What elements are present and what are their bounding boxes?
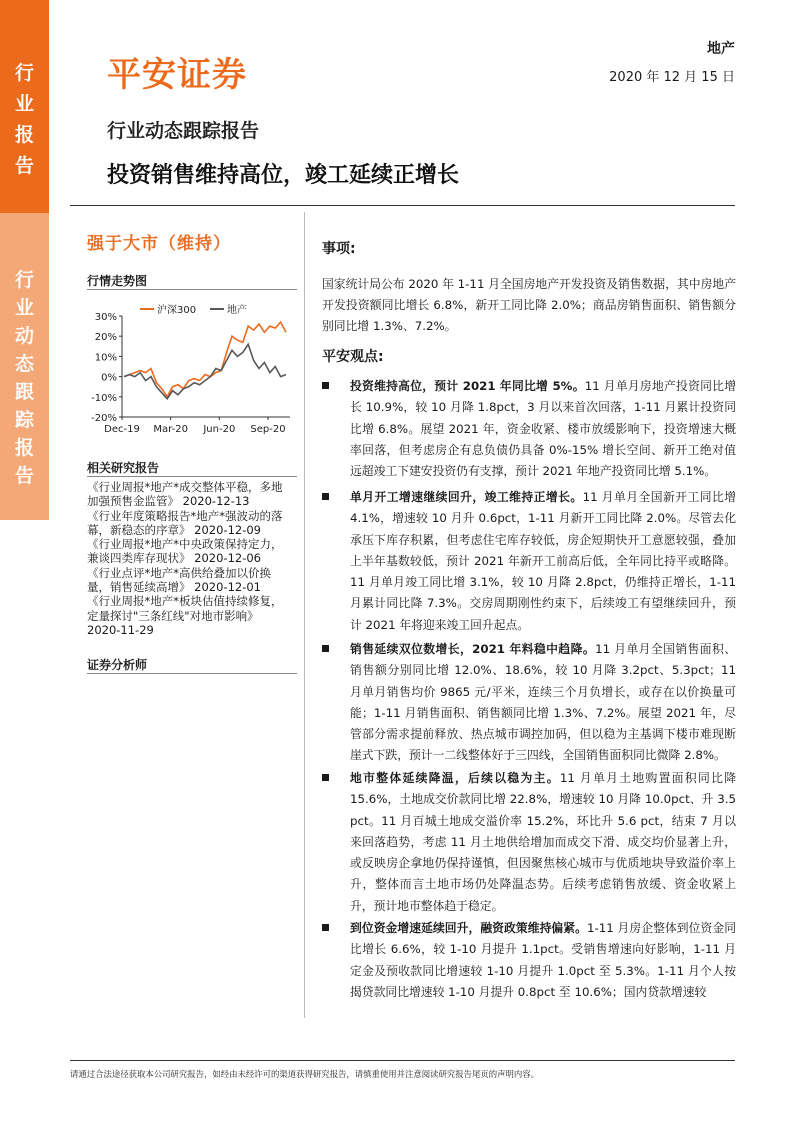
footer-divider (70, 1060, 735, 1061)
related-report-item[interactable]: 《行业点评*地产*高供给叠加以价换量，销售延续高增》 2020-12-01 (87, 565, 271, 595)
bullet-heading: 投资维持高位，预计 2021 年同比增 5%。 (350, 379, 585, 393)
view-bullet (322, 918, 736, 1003)
chart-y-tick-label: -10% (91, 392, 117, 404)
chart-y-tick-label: 0% (101, 372, 117, 384)
analyst-title: 证券分析师 (87, 658, 148, 672)
bullet-body: 11 月单月全国销售面积、销售额分别同比增 12.0%、18.6%，较 10 月降 3.2pct、5.3pct；11 月单月销售均价 9865 元/平米，连续三个月负增长，或存在以价换量可能；1-11 月销售面积、销售额同比增 1.3%、7.2%。展望 2021 年，尽管部分需求提前释放、热点城市调控加码，但以稳为主基调下楼市难现断崖式下跌，预计一二线整体好于三四线，全国销售面积同比微降 2.8%。 (350, 642, 736, 763)
chart-legend-label: 地产 (227, 305, 247, 316)
related-report-item[interactable]: 《行业周报*地产*板块估值持续修复，定量探讨"三条红线"对地市影响》 2020-11-29 (87, 594, 283, 637)
view-bullet (322, 487, 736, 636)
bullet-heading: 销售延续双位数增长，2021 年料稳中趋降。 (350, 642, 596, 656)
bullet-heading: 到位资金增速延续回升，融资政策维持偏紧。 (350, 921, 587, 935)
side-tab-report-type-label: 行 业 报 告 (14, 62, 34, 177)
bullet-body: 1-11 月房企整体到位资金同比增长 6.6%，较 1-10 月提升 1.1pct。受销售增速向好影响，1-11 月定金及预收款同比增速较 1-10 月提升 1.0pct 至 5.3%。1-11 月个人按揭贷款同比增速较 1-10 月提升 0.8pct 至 10.6%；国内贷款增速较 (350, 921, 736, 999)
bullet-square-icon (322, 382, 329, 389)
view-section-title: 平安观点: (322, 349, 384, 365)
trend-chart-title: 行情走势图 (87, 274, 148, 288)
related-reports-title: 相关研究报告 (87, 461, 160, 475)
chart-x-tick-label: Sep-20 (250, 424, 286, 435)
chart-series (124, 322, 286, 399)
sector-label: 地产 (707, 41, 735, 57)
trend-title-underline (87, 289, 297, 290)
chart-legend (140, 303, 247, 316)
side-tab-report-subtype-label: 行 业 动 态 跟 踪 报 告 (14, 269, 34, 487)
related-title-underline (87, 476, 297, 477)
item-section-title: 事项: (322, 241, 356, 257)
chart-legend-label: 沪深300 (157, 305, 197, 316)
chart-y-tick-label: 30% (94, 312, 117, 323)
chart-x-tick-label: Jun-20 (203, 424, 236, 435)
bullet-heading: 单月开工增速继续回升，竣工维持正增长。 (350, 490, 583, 504)
bullet-square-icon (322, 645, 329, 652)
chart-y-tick-label: -20% (91, 413, 117, 424)
view-bullet (322, 768, 736, 917)
bullet-body: 11 月单月土地购置面积同比降 15.6%，土地成交价款同比增 22.8%，增速较 10 月降 10.0pct、升 3.5 pct。11 月百城土地成交溢价率 15.2%，环比升 5.6 pct，结束 7 月以来回落趋势，考虑 11 月土地供给增加而成交下滑、成交均价显著上升，或反映房企拿地仍保持谨慎，但因聚焦核心城市与优质地块导致溢价率上升，整体而言土地市场仍处降温态势。后续考虑销售放缓、资金收紧上升，预计地市整体趋于稳定。 (350, 771, 736, 913)
related-report-item[interactable]: 《行业周报*地产*中央政策保持定力，兼谈四类库存现状》 2020-12-06 (87, 537, 283, 566)
rating-label: 强于大市（维持） (87, 234, 231, 254)
view-bullet (322, 639, 736, 767)
chart-series-line (124, 322, 286, 397)
header-divider (70, 205, 735, 206)
report-type-title: 行业动态跟踪报告 (107, 120, 260, 142)
chart-y-tick-label: 20% (94, 332, 117, 344)
related-report-item[interactable]: 《行业周报*地产*成交整体平稳，多地加强预售金监管》 2020-12-13 (87, 480, 283, 509)
bullet-heading: 地市整体延续降温，后续以稳为主。 (350, 771, 560, 785)
chart-y-tick-label: 10% (94, 352, 117, 364)
bullet-body: 11 月单月全国新开工同比增 4.1%，增速较 10 月升 0.6pct，1-11 月新开工同比降 2.0%。尽管去化承压下库存积累，但考虑住宅库存较低，房企短期快开工意愿较强，叠加上半年基数较低，预计 2021 年新开工前高后低，全年同比持平或略降。11 月单月竣工同比增 3.1%，较 10 月降 2.8pct，仍维持正增长，1-11 月累计同比降 7.3%。交房周期刚性约束下，后续竣工有望继续回升，预计 2021 年将迎来竣工回升起点。 (350, 490, 736, 632)
chart-x-tick-label: Mar-20 (153, 424, 188, 435)
bullet-body: 11 月单月房地产投资同比增长 10.9%，较 10 月降 1.8pct，3 月以来首次回落，1-11 月累计投资同比增 6.8%。展望 2021 年，资金收紧、楼市放缓影响下，投资增速大概率回落，但考虑房企有息负债仍具备 0%-15% 增长空间、新开工绝对值远超竣工下建安投资仍有支撑，预计 2021 年地产投资同比增 5.1%。 (350, 379, 736, 479)
footer-disclaimer: 请通过合法途径获取本公司研究报告，如经由未经许可的渠道获得研究报告，请慎重使用并注意阅读研究报告尾页的声明内容。 (70, 1069, 539, 1079)
report-headline: 投资销售维持高位，竣工延续正增长 (107, 163, 460, 188)
chart-axes (91, 312, 290, 435)
bullet-square-icon (322, 774, 329, 781)
chart-x-tick-label: Dec-19 (104, 424, 140, 435)
report-date: 2020 年 12 月 15 日 (609, 70, 735, 85)
related-reports-list (87, 480, 290, 637)
bullet-square-icon (322, 493, 329, 500)
item-section-text: 国家统计局公布 2020 年 1-11 月全国房地产开发投资及销售数据，其中房地产开发投资额同比增长 6.8%，新开工同比降 2.0%；商品房销售面积、销售额分别同比增 1.3%、7.2%。 (322, 277, 736, 333)
bullet-square-icon (322, 924, 329, 931)
view-bullet (322, 376, 736, 482)
related-report-item[interactable]: 《行业年度策略报告*地产*强波动的落幕，新稳态的序章》 2020-12-09 (87, 508, 283, 537)
trend-chart (78, 296, 300, 446)
company-logo: 平安证券 (107, 55, 247, 95)
analyst-title-underline (87, 673, 297, 674)
column-divider (304, 212, 305, 1018)
